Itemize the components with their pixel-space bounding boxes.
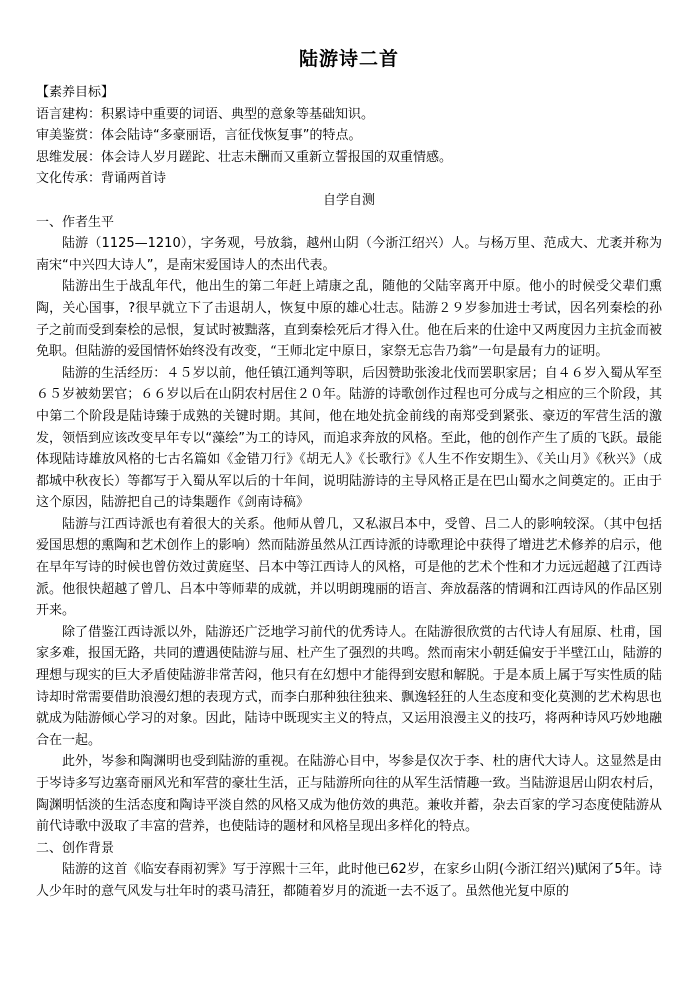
background-paragraph: 陆游的这首《临安春雨初霁》写于淳熙十三年，此时他已62岁，在家乡山阴(今浙江绍兴)赋闲了5年。诗人少年时的意气风发与壮年时的裘马清狂，都随着岁月的流逝一去不返了。虽然他光复中原的 [36,862,662,899]
author-patriotism-paragraph [36,276,662,362]
objective-culture: 文化传承：背诵两首诗 [36,171,167,187]
objective-thinking: 思维发展：体会诗人岁月蹉跎、壮志未酬而又重新立誓报国的双重情感。 [36,149,453,165]
patriotism-text-end: 一句是最有力的证明。 [478,344,609,360]
cen-tao-paragraph: 此外，岑参和陶渊明也受到陆游的重视。在陆游心目中，岑参是仅次于李、杜的唐代大诗人。这显然是由于岑诗多写边塞奇丽风光和军营的豪壮生活，正与陆游所向往的从军生活情趣一致。当陆游退居山阴农村后，陶渊明恬淡的生活态度和陶诗平淡自然的风格又成为他仿效的典范。兼收并蓄，杂去百家的学习态度使陆游从前代诗歌中汲取了丰富的营养，也使陆诗的题材和风格呈现出多样化的特点。 [36,754,662,835]
section-background-heading: 二、创作背景 [36,840,115,856]
objectives-heading: 【素养目标】 [36,85,115,100]
predecessors-paragraph: 除了借鉴江西诗派以外，陆游还广泛地学习前代的优秀诗人。在陆游很欣赏的古代诗人有屈原、杜甫，国家多难，报国无路，共同的遭遇使陆游与屈、杜产生了强烈的共鸣。然而南宋小朝廷偏安于半壁江山，陆游的理想与现实的巨大矛盾使陆游非常苦闷，他只有在幻想中才能得到安慰和解脱。于是本质上属于写实性质的陆诗却时常需要借助浪漫幻想的表现方式，而李白那种独往独来、飘逸轻狂的人生态度和变化莫测的艺术构思也就成为陆游倾心学习的对象。因此，陆诗中既现实主义的特点，又运用浪漫主义的技巧，将两种诗风巧妙地融合在一起。 [36,624,662,748]
author-intro-paragraph: 陆游（1125—1210），字务观，号放翁，越州山阴（今浙江绍兴）人。与杨万里、范成大、尤袤并称为南宋“中兴四大诗人”，是南宋爱国诗人的杰出代表。 [36,236,662,273]
page-title: 陆游诗二首 [298,48,399,70]
self-study-heading: 自学自测 [322,192,375,208]
poem-quote: “王师北定中原日，家祭无忘告乃翁” [270,344,479,360]
patriotism-text: 陆游出生于战乱年代，他出生的第二年赶上靖康之乱，随他的父陆宰离开中原。他小的时候受父辈们熏陶，关心国事，?很早就立下了击退胡人，恢复中原的雄心壮志。陆游２９岁参加进士考试，因名列秦桧的孙子之前而受到秦桧的忌恨，复试时被黜落，直到秦桧死后才得入仕。他在后来的仕途中又两度因力主抗金而被免职。但陆游的爱国情怀始终没有改变， [36,279,662,360]
objective-aesthetic: 审美鉴赏：体会陆诗“多豪丽语，言征伐恢复事”的特点。 [36,128,362,144]
life-experience-paragraph: 陆游的生活经历：４５岁以前，他任镇江通判等职，后因赞助张浚北伐而罢职家居；自４６岁入蜀从军至６５岁被劾罢官；６６岁以后在山阴农村居住２０年。陆游的诗歌创作过程也可分成与之相应的三个阶段，其中第二个阶段是陆诗臻于成熟的关键时期。其间，他在地处抗金前线的南郑受到紧张、豪迈的军营生活的激发，领悟到应该改变早年专以“藻绘”为工的诗风，而追求奔放的风格。至此，他的创作产生了质的飞跃。最能体现陆诗雄放风格的七古名篇如《金错刀行》《胡无人》《长歌行》《人生不作安期生》、《关山月》《秋兴》（成都城中秋夜长）等都写于入蜀从军以后的十年间，说明陆游诗的主导风格正是在巴山蜀水之间奠定的。正由于这个原因，陆游把自己的诗集题作《剑南诗稿》 [36,365,662,511]
section-author-heading: 一、作者生平 [36,214,115,230]
objective-language: 语言建构：积累诗中重要的词语、典型的意象等基础知识。 [36,106,375,122]
jiangxi-school-paragraph: 陆游与江西诗派也有着很大的关系。他师从曾几，又私淑吕本中，受曾、吕二人的影响较深。（其中包括爱国思想的熏陶和艺术创作上的影响）然而陆游虽然从江西诗派的诗歌理论中获得了增进艺术修养的启示，他在早年写诗的时候也曾仿效过黄庭坚、吕本中等江西诗人的风格，可是他的艺术个性和才力远远超越了江西诗派。他很快超越了曾几、吕本中等师辈的成就，并以明朗瑰丽的语言、奔放磊落的情调和江西诗风的作品区别开来。 [36,516,662,619]
